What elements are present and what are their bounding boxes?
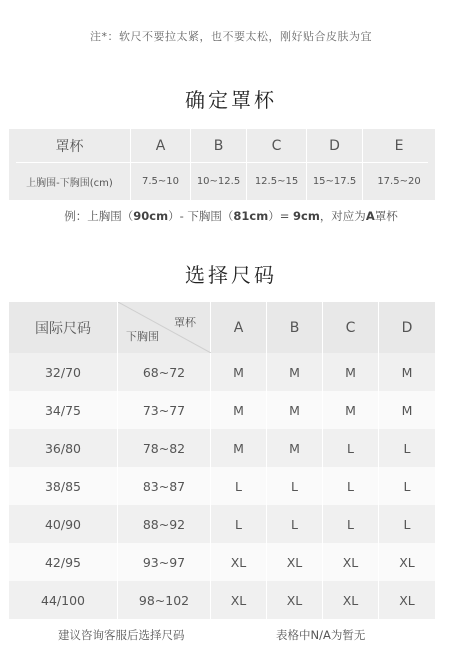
size-table-header: [9, 302, 435, 353]
intl-size-cell: 32/70: [9, 353, 118, 391]
size-cell: L: [403, 478, 411, 494]
cup-header-a: A: [131, 129, 191, 163]
cup-table-row: [9, 163, 435, 200]
cup-range-c: 12.5~15: [247, 163, 307, 200]
size-cell: XL: [323, 581, 379, 619]
table-row: [9, 391, 435, 429]
size-cell: M: [267, 429, 323, 467]
table-row: [9, 505, 435, 543]
example-text: ，对应为: [319, 209, 366, 223]
size-cell: XL: [399, 592, 415, 608]
size-cell: L: [403, 516, 411, 532]
size-cell: M: [211, 391, 267, 429]
underbust-cell: 98~102: [118, 581, 211, 619]
example-text: ）=: [268, 209, 293, 223]
diag-cup-label: 罩杯: [174, 316, 196, 329]
size-cell: L: [211, 505, 267, 543]
size-cell: XL: [211, 543, 267, 581]
cup-row-label: 上胸围-下胸围(cm): [9, 163, 131, 200]
example-value: A: [365, 209, 375, 223]
cup-range-d: 15~17.5: [307, 163, 363, 200]
size-cell: XL: [323, 543, 379, 581]
size-cell: M: [267, 353, 323, 391]
underbust-cell: 88~92: [118, 505, 211, 543]
cup-header-label: 罩杯: [9, 129, 131, 163]
example-text: ）- 下胸围（: [168, 209, 234, 223]
example-text: 例：上胸围（: [64, 209, 134, 223]
measurement-note: 注*：软尺不要拉太紧，也不要太松，刚好贴合皮肤为宜: [90, 30, 372, 43]
intl-size-cell: 44/100: [9, 581, 118, 619]
size-header-a: A: [211, 302, 267, 353]
diagonal-header-cell: [118, 302, 211, 353]
size-cell: L: [323, 429, 379, 467]
footer-na-note: 表格中N/A为暂无: [276, 628, 366, 642]
cup-header-b: B: [191, 129, 247, 163]
underbust-cell: 68~72: [118, 353, 211, 391]
table-row: [9, 429, 435, 467]
underbust-cell: 93~97: [118, 543, 211, 581]
table-row: [9, 467, 435, 505]
size-cell: L: [211, 467, 267, 505]
size-header-d: D: [401, 319, 413, 336]
intl-size-cell: 34/75: [9, 391, 118, 429]
size-header-b: B: [267, 302, 323, 353]
table-row: [9, 581, 435, 619]
size-cell: M: [401, 402, 413, 418]
intl-size-cell: 36/80: [9, 429, 118, 467]
table-row: [9, 543, 435, 581]
size-cell: L: [267, 467, 323, 505]
cup-range-a: 7.5~10: [131, 163, 191, 200]
example-calculation: [0, 208, 462, 224]
intl-size-cell: 38/85: [9, 467, 118, 505]
size-cell: M: [323, 353, 379, 391]
size-cell: XL: [267, 543, 323, 581]
cup-range-e: 17.5~20: [377, 176, 421, 187]
cup-header-e: E: [394, 138, 404, 154]
size-cell: L: [323, 467, 379, 505]
size-cell: XL: [211, 581, 267, 619]
diag-underbust-label: 下胸围: [126, 330, 159, 343]
size-header-c: C: [323, 302, 379, 353]
size-cell: L: [267, 505, 323, 543]
size-table: [9, 302, 435, 619]
cup-header-d: D: [307, 129, 363, 163]
size-cell: L: [323, 505, 379, 543]
underbust-cell: 73~77: [118, 391, 211, 429]
example-value: 90cm: [133, 209, 169, 223]
cup-table-header: [9, 129, 435, 163]
underbust-cell: 78~82: [118, 429, 211, 467]
size-section-title: 选择尺码: [185, 263, 277, 287]
cup-table: [9, 129, 435, 200]
cup-range-b: 10~12.5: [191, 163, 247, 200]
cup-header-c: C: [247, 129, 307, 163]
intl-size-cell: 40/90: [9, 505, 118, 543]
size-cell: M: [323, 391, 379, 429]
footer-advice: 建议咨询客服后选择尺码: [58, 628, 185, 642]
example-value: 81cm: [233, 209, 269, 223]
size-cell: M: [211, 429, 267, 467]
size-cell: XL: [267, 581, 323, 619]
intl-size-cell: 42/95: [9, 543, 118, 581]
size-cell: XL: [399, 554, 415, 570]
intl-size-header: 国际尺码: [9, 302, 118, 353]
underbust-cell: 83~87: [118, 467, 211, 505]
size-cell: L: [403, 440, 411, 456]
size-cell: M: [267, 391, 323, 429]
size-cell: M: [401, 364, 413, 380]
size-cell: M: [211, 353, 267, 391]
cup-section-title: 确定罩杯: [185, 88, 277, 112]
example-text: 罩杯: [374, 209, 398, 223]
example-value: 9cm: [293, 209, 320, 223]
table-row: [9, 353, 435, 391]
